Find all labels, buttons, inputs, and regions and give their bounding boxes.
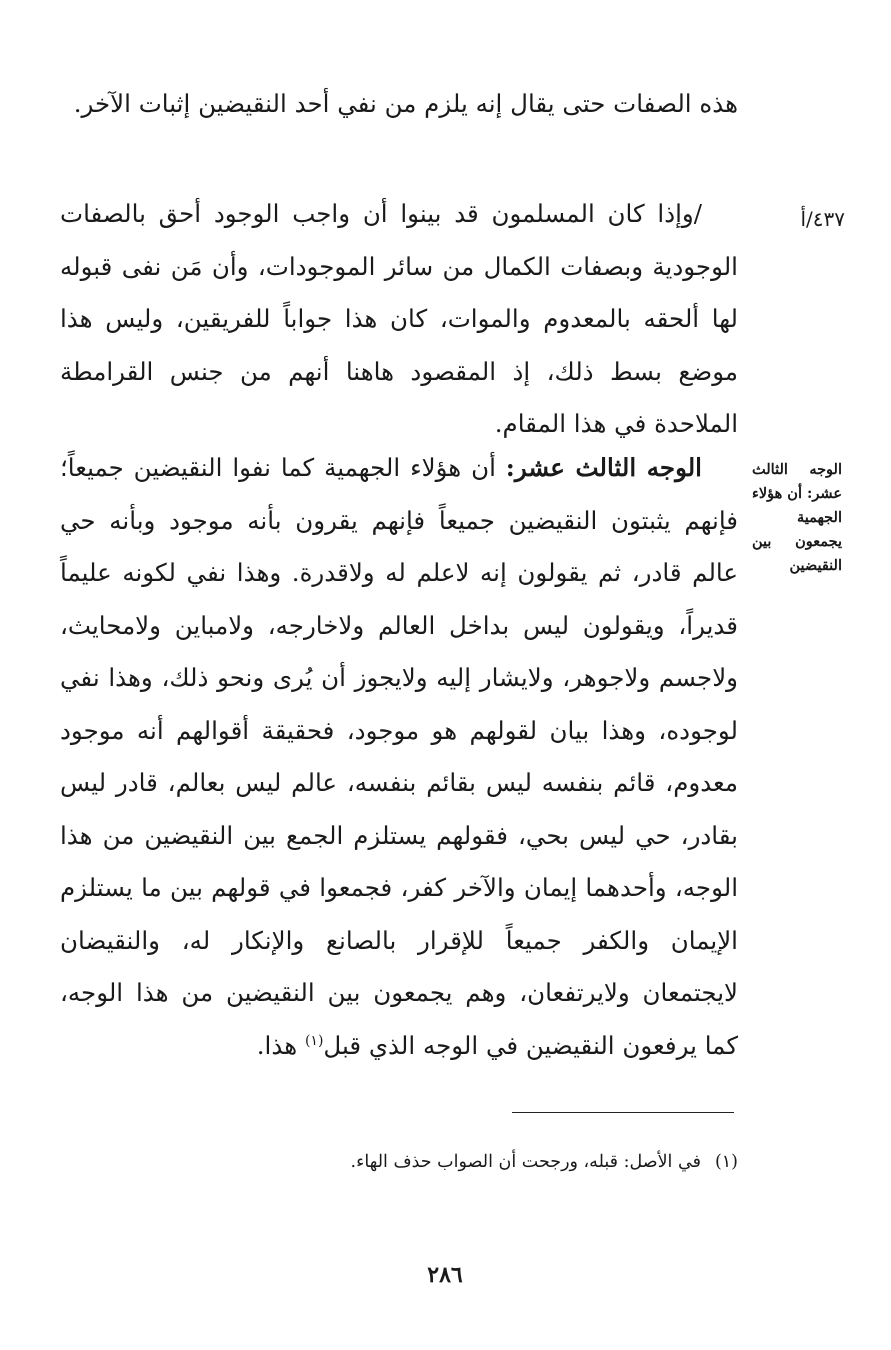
footnote: [200, 1148, 738, 1176]
margin-section-note: الوجه الثالث عشر: أن هؤلاء الجهمية يجمعون بين النقيضين: [752, 461, 842, 574]
page-number: ٢٨٦: [427, 1262, 463, 1288]
manuscript-folio-reference: ٤٣٧/أ: [800, 207, 845, 231]
footnote-number: (١): [714, 1152, 738, 1172]
paragraph-2-text: /وإذا كان المسلمون قد بينوا أن واجب الوجود أحق بالصفات الوجودية وبصفات الكمال من سائر الموجودات، وأن مَن نفى قبوله لها ألحقه بالمعدوم والموات، كان هذا جواباً للفريقين، وليس هذا موضع بسط ذلك، إذ المقصود هاهنا أنهم من جنس القرامطة الملاحدة في هذا المقام.: [60, 199, 738, 438]
paragraph-3-text: أن هؤلاء الجهمية كما نفوا النقيضين جميعاً؛ فإنهم يثبتون النقيضين جميعاً فإنهم يقرون بأنه موجود وبأنه حي عالم قادر، ثم يقولون إنه لاعلم له ولاقدرة. وهذا نفي لكونه عليماً قديراً، ويقولون ليس بداخل العالم ولاخارجه، ولامباين ولامحايث، ولاجسم ولاجوهر، ولايشار إليه ولايجوز أن يُرى ونحو ذلك، وهذا نفي لوجوده، وهذا بيان لقولهم هو موجود، فحقيقة أقوالهم أنه موجود معدوم، قائم بنفسه ليس بقائم بنفسه، عالم ليس بعالم، قادر ليس بقادر، حي ليس بحي، فقولهم يستلزم الجمع بين النقيضين من هذا الوجه، وأحدهما إيمان والآخر كفر، فجمعوا في قولهم بين ما يستلزم الإيمان والكفر جميعاً للإقرار بالصانع والإنكار له، والنقيضان لايجتمعان ولايرتفعان، وهم يجمعون بين النقيضين من هذا الوجه، كما يرفعون النقيضين في الوجه الذي قبل: [60, 453, 738, 1060]
footnote-text: في الأصل: قبله، ورجحت أن الصواب حذف الهاء.: [350, 1152, 701, 1172]
paragraph-3-end: هذا.: [256, 1030, 305, 1060]
paragraph-continuation: [60, 78, 738, 131]
footnote-reference-marker: (١): [304, 1032, 324, 1049]
paragraph-1-text: هذه الصفات حتى يقال إنه يلزم من نفي أحد النقيضين إثبات الآخر.: [73, 89, 738, 118]
paragraph-second: [60, 188, 738, 451]
section-heading: الوجه الثالث عشر:: [505, 453, 702, 482]
paragraph-third: [60, 442, 738, 1072]
footnote-divider: [512, 1112, 734, 1113]
